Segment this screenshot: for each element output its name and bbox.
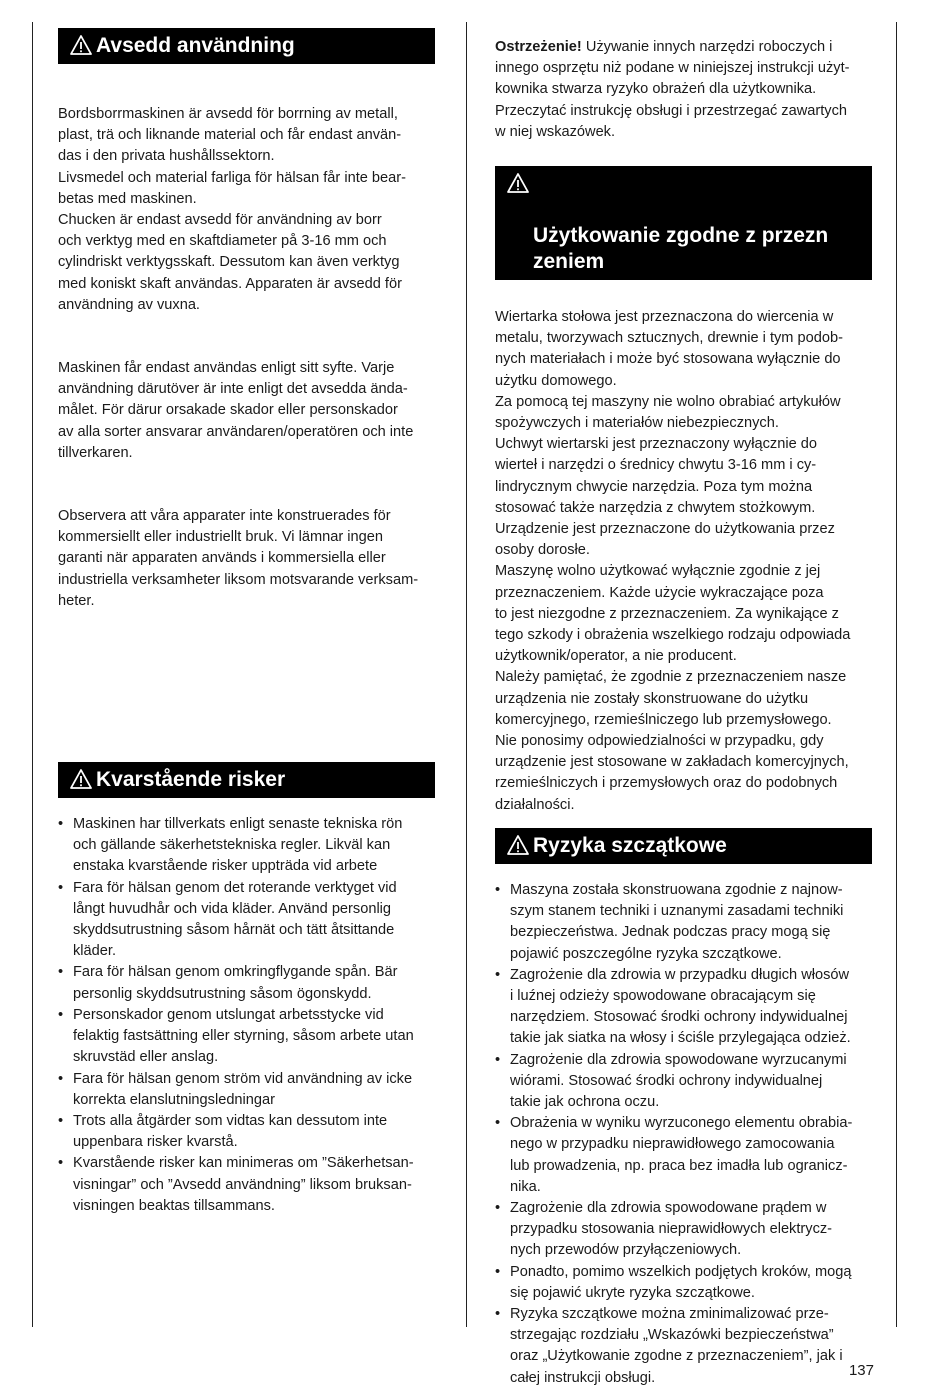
heading-text: Avsedd användning <box>96 34 295 57</box>
warning-triangle-icon <box>70 768 92 790</box>
list-item: • Ryzyka szczątkowe można zminimalizować prze- strzegając rozdziału „Wskazówki bezpieczeństwa” oraz „Użytkowanie zgodne z przeznaczeniem”, jak i całej instrukcji obsługi. <box>495 1304 872 1389</box>
paragraph: Wiertarka stołowa jest przeznaczona do wiercenia w metalu, tworzywach sztucznych, drewnie i tym podob- nych materiałach i może być stosowana wyłącznie do użytku domowego. Za pomocą tej maszyny nie wolno obrabiać artykułów spożywczych i materiałów niebezpiecznych. Uchwyt wiertarski jest przeznaczony wyłącznie do wierteł i narzędzi o średnicy chwytu 3-16 mm i cy- lindrycznym chwycie narzędzia. Poza tym można stosować także narzędzia z chwytem stożkowym. Urządzenie jest przeznaczone do użytkowania przez osoby dorosłe. Maszynę wolno użytkować wyłącznie zgodnie z jej przeznaczeniem. Każde użycie wykraczające poza to jest niezgodne z przeznaczeniem. Za wynikające z tego szkody i obrażenia wszelkiego rodzaju odpowiada użytkownik/operator, a nie producent. Należy pamiętać, że zgodnie z przeznaczeniem nasze urządzenia nie zostały skonstruowane do użytku komercyjnego, rzemieślniczego lub przemysłowego. Nie ponosimy odpowiedzialności w przypadku, gdy urządzenie jest stosowane w zakładach komercyjnych, rzemieślniczych i przemysłowych oraz do podobnych działalności. <box>495 309 851 813</box>
risk-list-pl <box>495 880 872 1389</box>
list-item: • Maskinen har tillverkats enligt senaste tekniska rön och gällande säkerhetstekniska regler. Likväl kan enstaka kvarstående risker uppträda vid arbete <box>58 814 435 878</box>
list-item: • Personskador genom utslungat arbetsstycke vid felaktig fastsättning eller styrning, såsom arbete utan skruvstäd eller anslag. <box>58 1005 435 1069</box>
paragraph: Observera att våra apparater inte konstruerades för kommersiellt eller industriellt bruk. Vi lämnar ingen garanti när apparaten används i kommersiella eller industriella verksamheter liksom motsvarande verksam- heter. <box>58 508 419 609</box>
heading-text: Ryzyka szczątkowe <box>533 833 727 857</box>
heading-text: Kvarstående risker <box>96 768 286 792</box>
heading-intended-use-pl <box>495 166 872 280</box>
page-number: 137 <box>848 1362 874 1379</box>
list-item: • Maszyna została skonstruowana zgodnie z najnow- szym stanem techniki i uznanymi zasadami techniki bezpieczeństwa. Jednak podczas pracy mogą się pojawić poszczególne ryzyka szczątkowe. <box>495 880 872 965</box>
risk-list-sv <box>58 814 435 1217</box>
list-item: • Zagrożenie dla zdrowia spowodowane prądem w przypadku stosowania nieprawidłowych elektrycz- nych przewodów przyłączeniowych. <box>495 1198 872 1262</box>
list-item: • Zagrożenie dla zdrowia w przypadku długich włosów i luźnej odzieży spowodowane obracającym się narzędziem. Stosować środki ochrony indywidualnej takie jak siatka na włosy i ściśle przylegająca odzież. <box>495 965 872 1050</box>
warning-triangle-icon <box>70 34 92 56</box>
left-margin-rule <box>32 22 33 1327</box>
list-item: • Fara för hälsan genom omkringflygande spån. Bär personlig skyddsutrustning såsom ögonskydd. <box>58 962 435 1004</box>
warning-triangle-icon <box>507 172 529 194</box>
swedish-column <box>58 28 435 1217</box>
list-item: • Fara för hälsan genom ström vid användning av icke korrekta elanslutningsledningar <box>58 1069 435 1111</box>
list-item: • Kvarstående risker kan minimeras om ”Säkerhetsan- visningar” och ”Avsedd användning” liksom bruksan- visningen beaktas tillsammans. <box>58 1153 435 1217</box>
warning-paragraph <box>495 37 872 143</box>
list-item: • Fara för hälsan genom det roterande verktyget vid långt huvudhår och vida kläder. Använd personlig skyddsutrustning såsom hårnät och tätt åtsittande kläder. <box>58 878 435 963</box>
heading-text: Użytkowanie zgodne z przezn zeniem <box>533 224 829 274</box>
paragraph: Maskinen får endast användas enligt sitt syfte. Varje användning därutöver är inte enligt det avsedda ända- målet. För därur orsakade skador eller personskador av alla sorter ansvarar användaren/operatören och inte tillverkaren. <box>58 360 414 461</box>
list-item: • Ponadto, pomimo wszelkich podjętych kroków, mogą się pojawić ukryte ryzyka szczątkowe. <box>495 1262 872 1304</box>
paragraph: Bordsborrmaskinen är avsedd för borrning av metall, plast, trä och liknande material och får endast använ- das i den privata hushållssektorn. Livsmedel och material farliga för hälsan får inte bear- betas med maskinen. Chucken är endast avsedd för användning av borr och verktyg med en skaftdiameter på 3-16 mm och cylindriskt verktygsskaft. Dessutom kan även verktyg med koniskt skaft användas. Apparaten är avsedd för användning av vuxna. <box>58 106 406 313</box>
list-item: • Trots alla åtgärder som vidtas kan dessutom inte uppenbara risker kvarstå. <box>58 1111 435 1153</box>
list-item: • Obrażenia w wyniku wyrzuconego elementu obrabia- nego w przypadku nieprawidłowego zamocowania lub prowadzenia, np. praca bez imadła lub ogranicz- nika. <box>495 1113 872 1198</box>
list-item: • Zagrożenie dla zdrowia spowodowane wyrzucanymi wiórami. Stosować środki ochrony indywidualnej takie jak ochrona oczu. <box>495 1050 872 1114</box>
warning-text: Używanie innych narzędzi roboczych i innego osprzętu niż podane w niniejszej instrukcji użyt- kownika stwarza ryzyko obrażeń dla użytkownika. Przeczytać instrukcję obsługi i przestrzegać zawartych w niej wskazówek. <box>495 39 850 140</box>
right-margin-rule <box>896 22 897 1327</box>
heading-residual-risks-sv <box>58 762 435 798</box>
polish-column <box>495 37 872 1389</box>
warning-triangle-icon <box>507 834 529 856</box>
warning-label: Ostrzeżenie! <box>495 39 582 55</box>
heading-residual-risks-pl <box>495 828 872 864</box>
center-column-rule <box>466 22 467 1327</box>
heading-intended-use-sv <box>58 28 435 64</box>
